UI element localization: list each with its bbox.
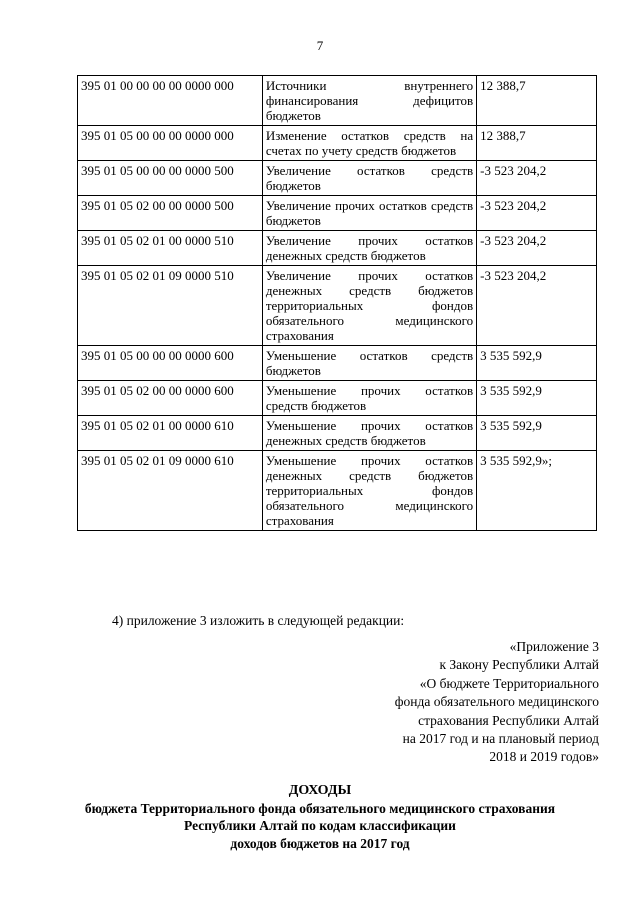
- appendix-reference: [395, 638, 599, 767]
- amount-cell: 3 535 592,9: [477, 416, 597, 451]
- name-cell: Увеличение остатков средств бюджетов: [262, 161, 476, 196]
- name-cell: Увеличение прочих остатков средств бюджетов: [262, 196, 476, 231]
- code-cell: 395 01 05 02 00 00 0000 600: [78, 381, 263, 416]
- table-row: [78, 196, 597, 231]
- amount-cell: -3 523 204,2: [477, 161, 597, 196]
- appendix-line: фонда обязательного медицинского: [394, 694, 599, 710]
- table-row: [78, 76, 597, 126]
- table-row: [78, 161, 597, 196]
- name-cell: Изменение остатков средств на счетах по учету средств бюджетов: [262, 126, 476, 161]
- code-cell: 395 01 05 02 01 09 0000 510: [78, 266, 263, 346]
- code-cell: 395 01 05 00 00 00 0000 500: [78, 161, 263, 196]
- name-cell: Уменьшение прочих остатков денежных средств бюджетов: [262, 416, 476, 451]
- code-cell: 395 01 05 02 01 09 0000 610: [78, 451, 263, 531]
- amount-cell: 12 388,7: [477, 126, 597, 161]
- appendix-line: на 2017 год и на плановый период: [402, 731, 599, 747]
- appendix-line: страхования Республики Алтай: [418, 712, 599, 728]
- heading-title: ДОХОДЫ: [288, 783, 352, 798]
- name-cell: Уменьшение остатков средств бюджетов: [262, 346, 476, 381]
- code-cell: 395 01 05 02 01 00 0000 610: [78, 416, 263, 451]
- page-number: 7: [316, 38, 324, 53]
- code-cell: 395 01 05 02 01 00 0000 510: [78, 231, 263, 266]
- appendix-line: 2018 и 2019 годов»: [489, 749, 599, 765]
- table-row: [78, 416, 597, 451]
- table-row: [78, 231, 597, 266]
- amount-cell: 12 388,7: [477, 76, 597, 126]
- amount-cell: 3 535 592,9: [477, 346, 597, 381]
- amount-cell: 3 535 592,9»;: [477, 451, 597, 531]
- name-cell: Увеличение прочих остатков денежных средств бюджетов территориальных фондов обязательного медицинского страхования: [262, 266, 476, 346]
- code-cell: 395 01 00 00 00 00 0000 000: [78, 76, 263, 126]
- table-row: [78, 451, 597, 531]
- heading-line: Республики Алтай по кодам классификации: [184, 818, 456, 833]
- name-cell: Увеличение прочих остатков денежных средств бюджетов: [262, 231, 476, 266]
- amount-cell: 3 535 592,9: [477, 381, 597, 416]
- table-row: [78, 346, 597, 381]
- sources-table: [77, 75, 597, 531]
- table-row: [78, 266, 597, 346]
- table-body: [78, 76, 597, 531]
- name-cell: Уменьшение прочих остатков денежных средств бюджетов территориальных фондов обязательного медицинского страхования: [262, 451, 476, 531]
- amount-cell: -3 523 204,2: [477, 266, 597, 346]
- amount-cell: -3 523 204,2: [477, 196, 597, 231]
- name-cell: Уменьшение прочих остатков средств бюджетов: [262, 381, 476, 416]
- name-cell: Источники внутреннего финансирования дефицитов бюджетов: [262, 76, 476, 126]
- table-row: [78, 126, 597, 161]
- section-heading: [0, 782, 640, 852]
- code-cell: 395 01 05 00 00 00 0000 600: [78, 346, 263, 381]
- amendment-paragraph: 4) приложение 3 изложить в следующей редакции:: [112, 613, 405, 628]
- appendix-line: «Приложение 3: [509, 639, 599, 654]
- appendix-line: к Закону Республики Алтай: [439, 657, 599, 673]
- code-cell: 395 01 05 00 00 00 0000 000: [78, 126, 263, 161]
- table-row: [78, 381, 597, 416]
- amount-cell: -3 523 204,2: [477, 231, 597, 266]
- heading-line: бюджета Территориального фонда обязательного медицинского страхования: [84, 800, 556, 816]
- code-cell: 395 01 05 02 00 00 0000 500: [78, 196, 263, 231]
- heading-line: доходов бюджетов на 2017 год: [230, 835, 410, 851]
- appendix-line: «О бюджете Территориального: [419, 675, 599, 691]
